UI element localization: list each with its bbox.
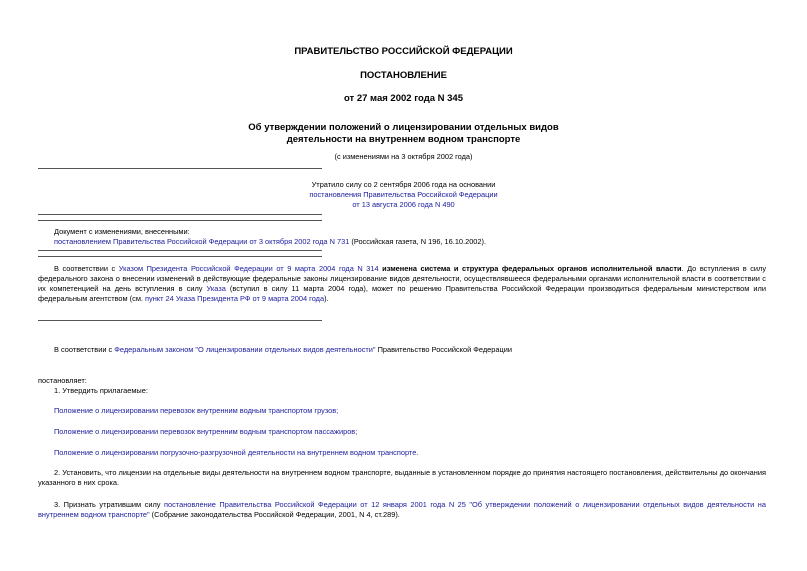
- decree-314-link[interactable]: Указом Президента Российской Федерации от 9 марта 2004 года N 314: [118, 264, 379, 273]
- amendment-link[interactable]: постановлением Правительства Российской Федерации от 3 октября 2002 года N 731: [54, 237, 350, 246]
- item-3: [38, 500, 766, 520]
- amendments-entry: [54, 237, 774, 247]
- divider: [38, 220, 322, 221]
- changes-note: (с изменениями на 3 октября 2002 года): [334, 152, 473, 161]
- regulation-passengers-link[interactable]: Положение о лицензировании перевозок внутренним водным транспортом пассажиров;: [54, 427, 358, 436]
- divider: [38, 256, 322, 257]
- decree-link[interactable]: Указа: [206, 284, 226, 293]
- decree-word: постановляет:: [38, 376, 87, 385]
- item-2: 2. Установить, что лицензии на отдельные виды деятельности на внутреннем водном транспорте, выданные в установленном порядке до принятия настоящего постановления, действительны до окончания указанного в них срока.: [38, 468, 766, 487]
- regulation-loading-link[interactable]: Положение о лицензировании погрузочно-разгрузочной деятельности на внутреннем водном транспорте.: [54, 448, 419, 457]
- divider: [38, 250, 322, 251]
- divider: [38, 320, 322, 321]
- item-1: 1. Утвердить прилагаемые:: [54, 386, 148, 395]
- decree-item-24-link[interactable]: пункт 24 Указа Президента РФ от 9 марта 2004 года: [145, 294, 325, 303]
- item-3-text: 3. Признать утратившим силу: [54, 500, 164, 509]
- expired-link-line2[interactable]: от 13 августа 2006 года N 490: [352, 200, 455, 209]
- note-text: . До вступления в силу федерального закона о внесении изменений в действующие федеральные законы лицензирование видов деятельности, осуществлявшееся федеральными органами исполнительной власти в соответствии с их компетенцией на день вступления в силу: [38, 264, 767, 293]
- expired-note: Утратило силу со 2 сентября 2006 года на основании: [311, 180, 496, 189]
- government-name: ПРАВИТЕЛЬСТВО РОССИЙСКОЙ ФЕДЕРАЦИИ: [294, 46, 513, 57]
- expired-link-line1[interactable]: постановления Правительства Российской Федерации: [309, 190, 498, 199]
- divider: [38, 214, 322, 215]
- editorial-note: [38, 264, 766, 304]
- document-type: ПОСТАНОВЛЕНИЕ: [360, 70, 447, 81]
- regulation-cargo-link[interactable]: Положение о лицензировании перевозок внутренним водным транспортом грузов;: [54, 406, 339, 415]
- federal-law-link[interactable]: Федеральным законом "О лицензировании отдельных видов деятельности": [114, 345, 376, 354]
- item-3-source: (Собрание законодательства Российской Федерации, 2001, N 4, ст.289).: [149, 510, 400, 519]
- resolution-25-link[interactable]: постановление Правительства Российской Федерации от 12 января 2001 года N 25 "Об утверждении положений о лицензировании отдельных видов деятельности на внутреннем водном транспорте": [38, 500, 766, 519]
- preamble-text: В соответствии с: [54, 345, 115, 354]
- divider: [38, 168, 322, 169]
- document-date-number: от 27 мая 2002 года N 345: [343, 93, 464, 104]
- note-bold-text: изменена система и структура федеральных органов исполнительной власти: [378, 264, 682, 273]
- document-title-line1: Об утверждении положений о лицензировании отдельных видов: [248, 122, 559, 133]
- note-text: ).: [324, 294, 329, 303]
- preamble: [54, 345, 774, 355]
- note-text: В соответствии с: [54, 264, 119, 273]
- amendments-label: Документ с изменениями, внесенными:: [54, 227, 190, 236]
- note-text: (вступил в силу 11 марта 2004 года), может по решению Правительства Российской Федерации производиться федеральным министерством или федеральным агентством (см.: [38, 284, 766, 303]
- amendment-source: (Российская газета, N 196, 16.10.2002).: [349, 237, 487, 246]
- preamble-text: Правительство Российской Федерации: [375, 345, 512, 354]
- document-title-line2: деятельности на внутреннем водном транспорте: [286, 134, 521, 145]
